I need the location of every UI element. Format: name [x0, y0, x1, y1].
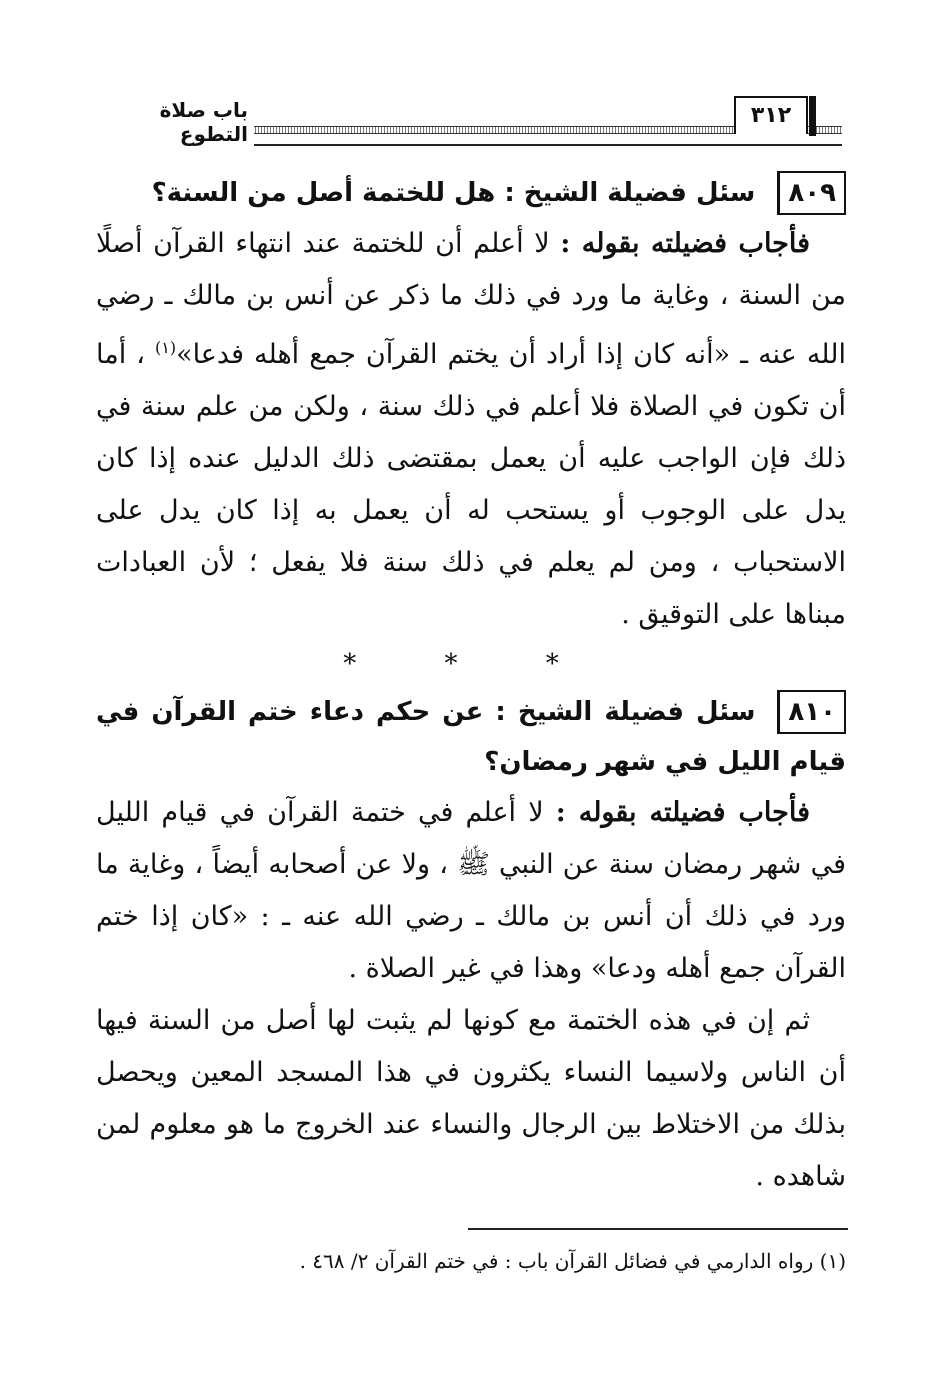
question-number-810: ٨١٠ [777, 690, 846, 734]
footnote-ref: (١) [154, 338, 177, 357]
footnote-divider [468, 1228, 848, 1230]
page-number: ٣١٢ [734, 96, 808, 134]
question-809-text: سئل فضيلة الشيخ : هل للختمة أصل من السنة؟ [151, 178, 756, 208]
question-809 [96, 168, 846, 218]
main-text [96, 168, 846, 1203]
chapter-title: باب صلاة التطوع [96, 98, 254, 146]
question-810 [96, 687, 846, 787]
answer-809 [96, 218, 846, 641]
answer-809-lead: فأجاب فضيلته بقوله : [560, 228, 810, 259]
answer-809-part1: لا أعلم أن للختمة عند انتهاء القرآن أصلًا من السنة ، وغاية ما ورد في ذلك ما ذكر عن أنس بن مالك ـ رضي الله عنه ـ «أنه كان إذا أراد أن يختم القرآن جمع أهله فدعا» [96, 228, 846, 370]
answer-809-part2: ، أما أن تكون في الصلاة فلا أعلم في ذلك سنة ، ولكن من علم سنة في ذلك فإن الواجب عليه أن يعمل بمقتضى ذلك الدليل عنده إذا كان يدل على الوجوب أو يستحب له أن يعمل به إذا كان يدل على الاستحباب ، ومن لم يعلم في ذلك سنة فلا يفعل ؛ لأن العبادات مبناها على التوقيق . [96, 339, 846, 630]
page-header [96, 96, 842, 152]
answer-810 [96, 787, 846, 995]
section-separator: * * * [343, 649, 599, 679]
answer-810-lead: فأجاب فضيلته بقوله : [555, 797, 810, 828]
question-number-809: ٨٠٩ [777, 171, 846, 215]
answer-810-part1: لا أعلم في ختمة القرآن في قيام الليل في شهر رمضان سنة عن النبي ﷺ ، ولا عن أصحابه أيضاً ، وغاية ما ورد في ذلك أن أنس بن مالك ـ رضي الله عنه ـ : «كان إذا ختم القرآن جمع أهله ودعا» وهذا في غير الصلاة . [96, 797, 846, 984]
question-810-text: سئل فضيلة الشيخ : عن حكم دعاء ختم القرآن في قيام الليل في شهر رمضان؟ [96, 697, 846, 777]
footnote: (١) رواه الدارمي في فضائل القرآن باب : في ختم القرآن ٢/ ٤٦٨ . [299, 1249, 846, 1273]
answer-810-paragraph-2: ثم إن في هذه الختمة مع كونها لم يثبت لها أصل من السنة فيها أن الناس ولاسيما النساء يكثرون في هذا المسجد المعين ويحصل بذلك من الاختلاط بين الرجال والنساء عند الخروج ما هو معلوم لمن شاهده . [96, 1005, 846, 1192]
